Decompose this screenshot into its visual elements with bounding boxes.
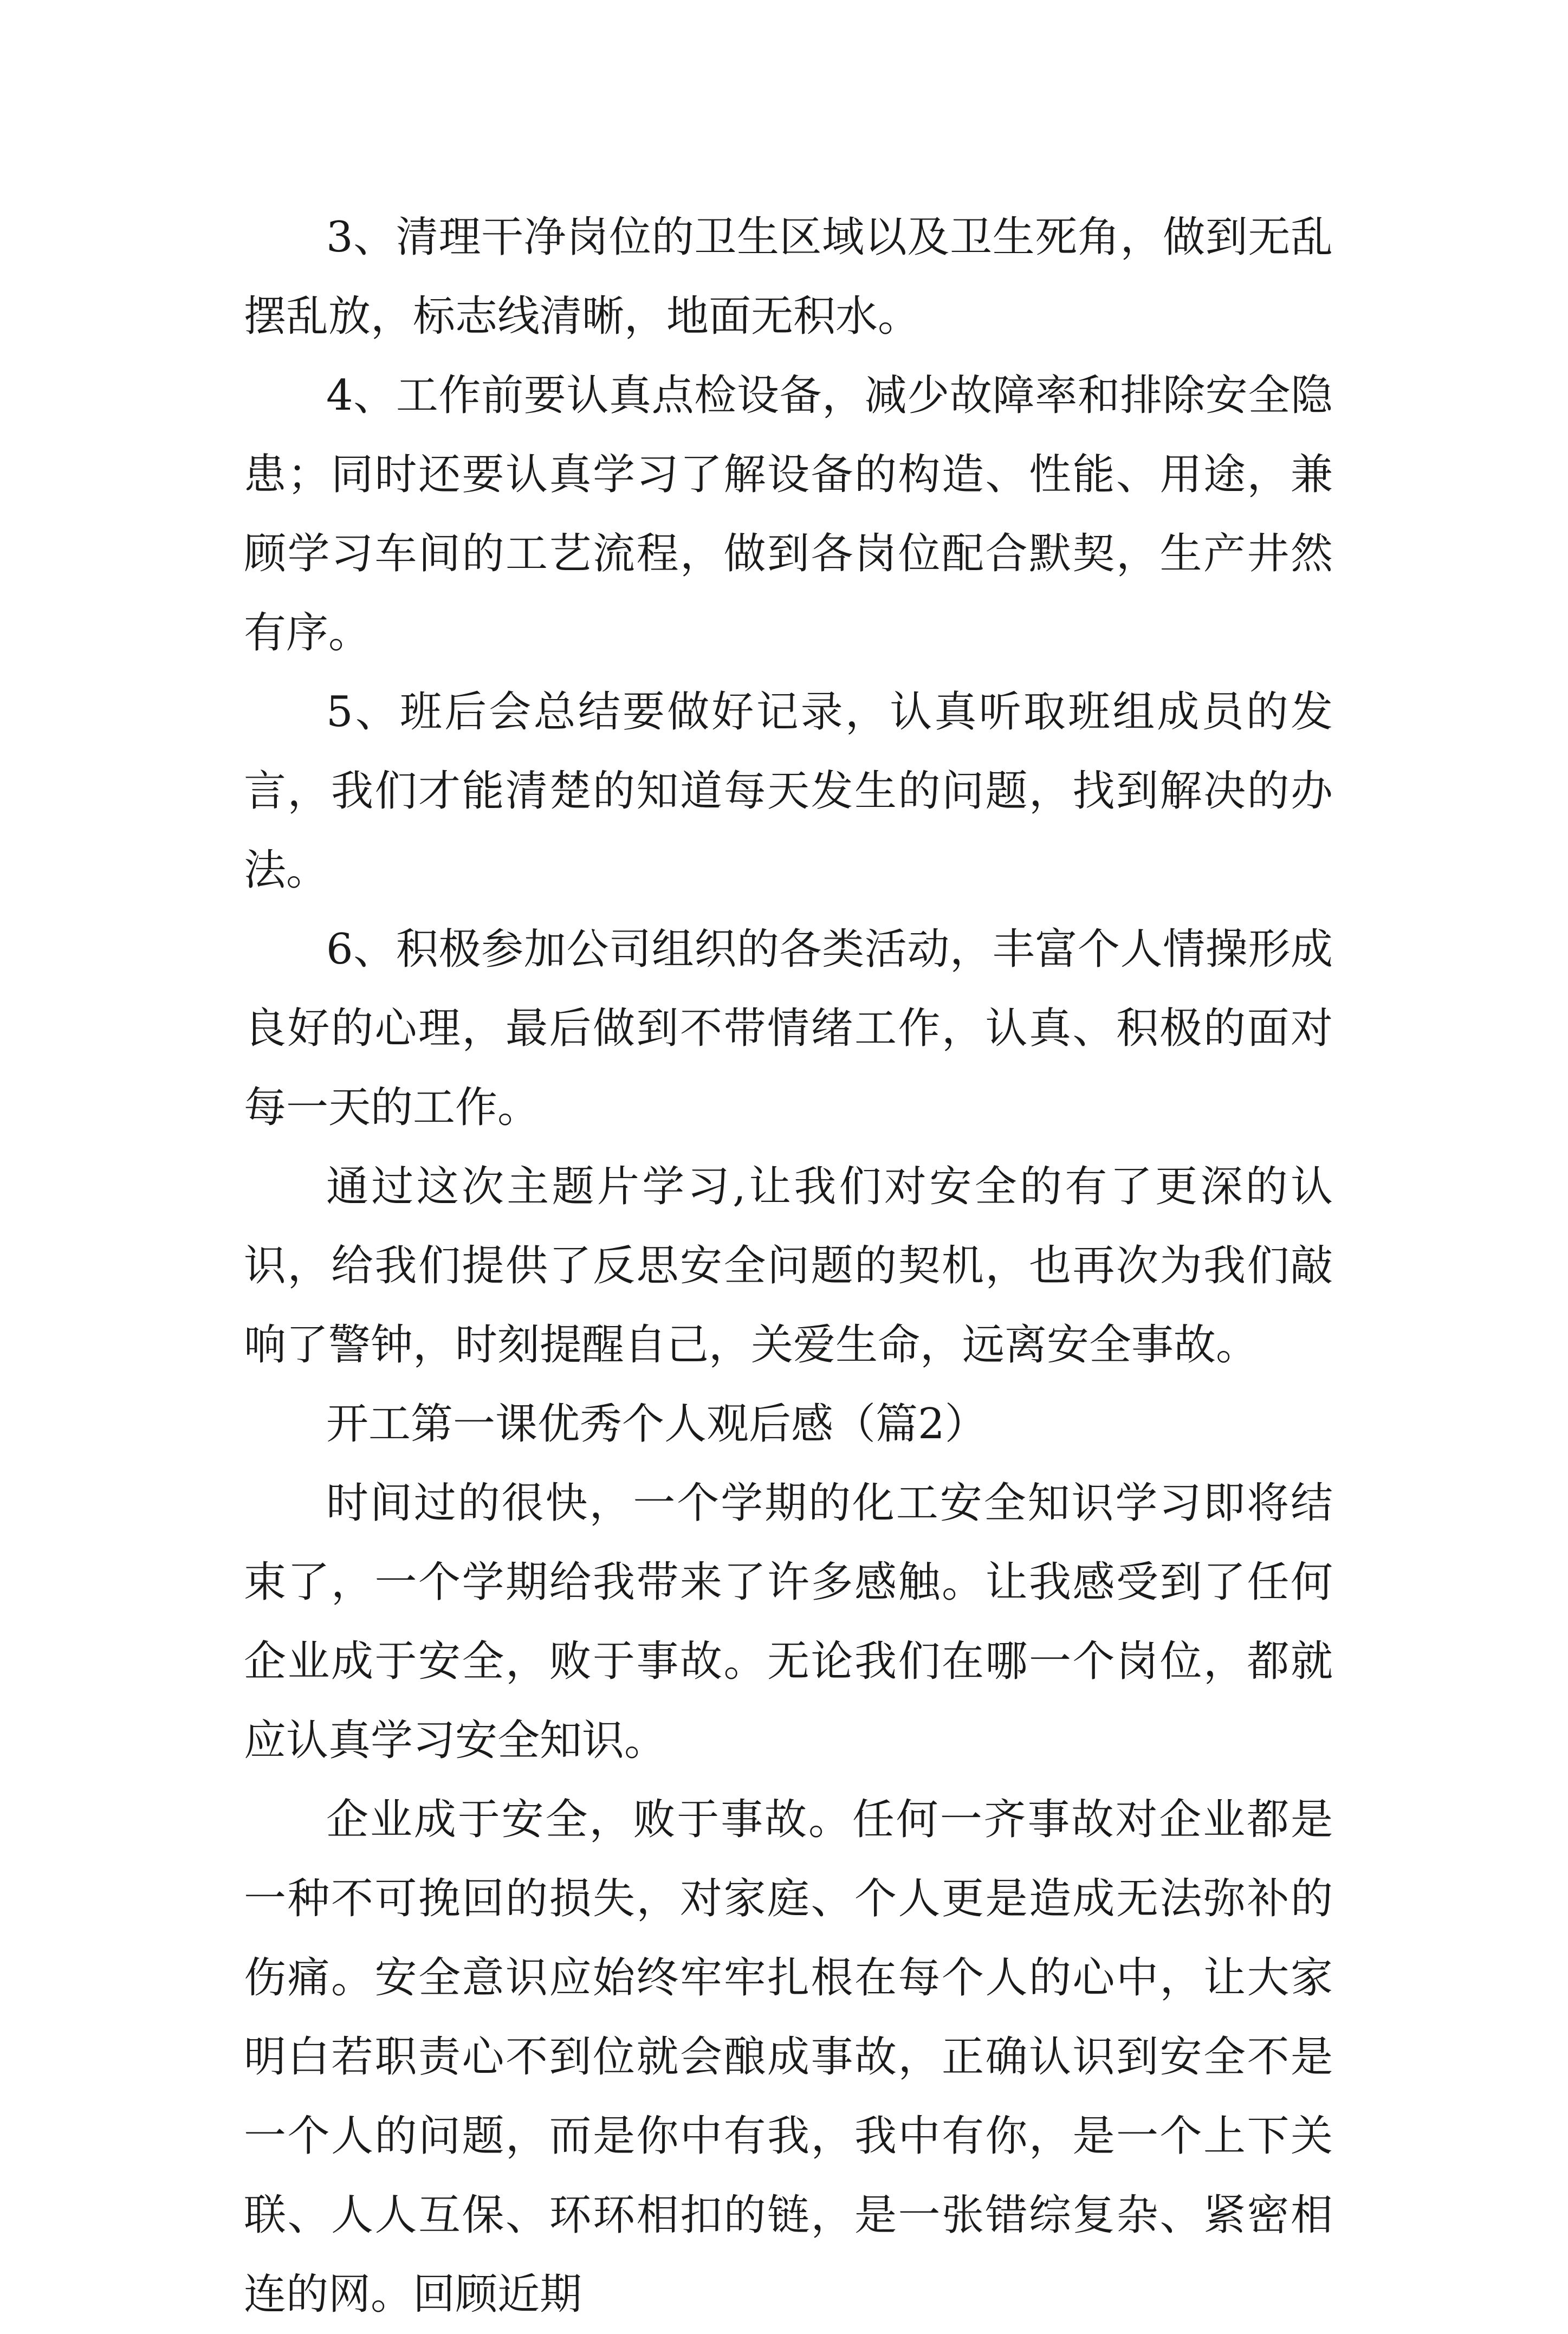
paragraph-summary: 通过这次主题片学习,让我们对安全的有了更深的认识，给我们提供了反思安全问题的契机，也再次为我们敲响了警钟，时刻提醒自己，关爱生命，远离安全事故。	[244, 1162, 1333, 1369]
paragraph-intro: 时间过的很快，一个学期的化工安全知识学习即将结束了，一个学期给我带来了许多感触。让我感受到了任何企业成于安全，败于事故。无论我们在哪一个岗位，都就应认真学习安全知识。	[244, 1479, 1333, 1765]
document-body	[244, 198, 1333, 2334]
paragraph-body: 企业成于安全，败于事故。任何一齐事故对企业都是一种不可挽回的损失，对家庭、个人更是造成无法弥补的伤痛。安全意识应始终牢牢扎根在每个人的心中，让大家明白若职责心不到位就会酿成事故，正确认识到安全不是一个人的问题，而是你中有我，我中有你，是一个上下关联、人人互保、环环相扣的链，是一张错综复杂、紧密相连的网。回顾近期	[244, 1795, 1333, 2319]
paragraph-item-6: 6、积极参加公司组织的各类活动，丰富个人情操形成良好的心理，最后做到不带情绪工作，认真、积极的面对每一天的工作。	[244, 925, 1333, 1132]
paragraph-item-5: 5、班后会总结要做好记录，认真听取班组成员的发言，我们才能清楚的知道每天发生的问题，找到解决的办法。	[244, 688, 1333, 895]
paragraph-item-4: 4、工作前要认真点检设备，减少故障率和排除安全隐患；同时还要认真学习了解设备的构造、性能、用途，兼顾学习车间的工艺流程，做到各岗位配合默契，生产井然有序。	[244, 371, 1333, 657]
section-heading: 开工第一课优秀个人观后感（篇2）	[326, 1400, 987, 1449]
paragraph-item-3: 3、清理干净岗位的卫生区域以及卫生死角，做到无乱摆乱放，标志线清晰，地面无积水。	[244, 213, 1333, 341]
